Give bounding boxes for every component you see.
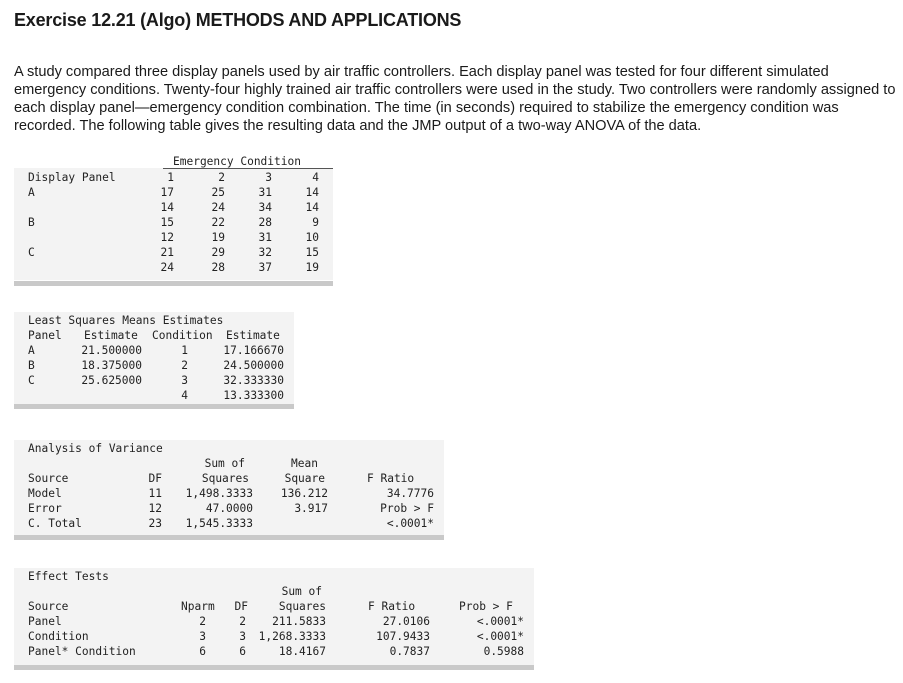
- anova-h-source: Source: [28, 472, 69, 485]
- lsm-condition-label: 2: [181, 359, 188, 372]
- anova-df: 11: [148, 487, 162, 500]
- anova-ms: 3.917: [294, 502, 328, 515]
- display-panel-header: Display Panel: [28, 171, 116, 184]
- data-cell: 34: [258, 201, 272, 214]
- data-cell: 10: [305, 231, 319, 244]
- anova-ss: 47.0000: [205, 502, 253, 515]
- intro-paragraph: A study compared three display panels used by air traffic controllers. Each display panel was tested for four different simulated emergency conditions. Twenty-four highly trained air traffic controllers were used in the study. Two controllers were randomly assigned to each display panel—emergency condition combination. The time (in seconds) required to stabilize the emergency condition was recorded. The following table gives the resulting data and the JMP output of a two-way ANOVA of the data.: [14, 64, 896, 134]
- effects-h-df: DF: [234, 600, 248, 613]
- lsm-panel-label: B: [28, 359, 35, 372]
- effects-p: <.0001*: [476, 630, 524, 643]
- col-header-3: 3: [265, 171, 272, 184]
- effects-nparm: 3: [199, 630, 206, 643]
- col-header-2: 2: [218, 171, 225, 184]
- effects-p: 0.5988: [483, 645, 524, 658]
- effects-f: 27.0106: [382, 615, 430, 628]
- data-cell: 24: [160, 261, 174, 274]
- exercise-title: Exercise 12.21 (Algo) METHODS AND APPLICATIONS: [14, 10, 462, 30]
- effects-f: 0.7837: [389, 645, 430, 658]
- effects-df: 2: [239, 615, 246, 628]
- lsm-panel-estimate: 25.625000: [81, 374, 142, 387]
- lsm-header-estimate-panel: Estimate: [84, 329, 138, 342]
- effects-h-source: Source: [28, 600, 69, 613]
- data-cell: 9: [312, 216, 319, 229]
- anova-h-ms2: Square: [284, 472, 325, 485]
- effects-p: <.0001*: [476, 615, 524, 628]
- anova-h-ss1: Sum of: [204, 457, 245, 470]
- anova-df: 23: [148, 517, 162, 530]
- panel-label-b: B: [28, 216, 35, 229]
- effects-title: Effect Tests: [28, 570, 109, 583]
- anova-source: Error: [28, 502, 62, 515]
- effects-ss: 18.4167: [278, 645, 326, 658]
- anova-df: 12: [148, 502, 162, 515]
- anova-h-df: DF: [148, 472, 162, 485]
- data-cell: 19: [305, 261, 319, 274]
- data-cell: 24: [211, 201, 225, 214]
- effects-df: 6: [239, 645, 246, 658]
- data-cell: 28: [211, 261, 225, 274]
- anova-ms: 136.212: [280, 487, 328, 500]
- anova-h-ms1: Mean: [291, 457, 318, 470]
- anova-h-f: F Ratio: [367, 472, 415, 485]
- data-cell: 37: [258, 261, 272, 274]
- data-cell: 22: [211, 216, 225, 229]
- effects-h-nparm: Nparm: [181, 600, 215, 613]
- lsm-header-condition: Condition: [152, 329, 213, 342]
- lsm-condition-label: 1: [181, 344, 188, 357]
- data-cell: 19: [211, 231, 225, 244]
- lsm-condition-label: 4: [181, 389, 188, 402]
- effects-h-f: F Ratio: [368, 600, 416, 613]
- data-cell: 28: [258, 216, 272, 229]
- anova-f: 34.7776: [386, 487, 434, 500]
- lsm-panel-label: C: [28, 374, 35, 387]
- effects-nparm: 6: [199, 645, 206, 658]
- lsm-title: Least Squares Means Estimates: [28, 314, 224, 327]
- effects-source: Panel* Condition: [28, 645, 136, 658]
- data-cell: 17: [160, 186, 174, 199]
- effects-ss: 1,268.3333: [258, 630, 326, 643]
- data-cell: 31: [258, 231, 272, 244]
- lsm-condition-estimate: 32.333330: [223, 374, 284, 387]
- anova-h-ss2: Squares: [201, 472, 249, 485]
- emergency-condition-header: Emergency Condition: [173, 155, 301, 168]
- lsm-header-estimate-condition: Estimate: [226, 329, 280, 342]
- data-cell: 14: [305, 186, 319, 199]
- anova-ss: 1,498.3333: [185, 487, 253, 500]
- data-cell: 21: [160, 246, 174, 259]
- data-cell: 31: [258, 186, 272, 199]
- effects-h-ss2: Squares: [278, 600, 326, 613]
- anova-f: Prob > F: [380, 502, 434, 515]
- data-cell: 25: [211, 186, 225, 199]
- anova-ss: 1,545.3333: [185, 517, 253, 530]
- lsm-condition-estimate: 17.166670: [223, 344, 284, 357]
- lsm-panel-estimate: 21.500000: [81, 344, 142, 357]
- anova-source: C. Total: [28, 517, 82, 530]
- effects-nparm: 2: [199, 615, 206, 628]
- effects-ss: 211.5833: [272, 615, 326, 628]
- data-cell: 12: [160, 231, 174, 244]
- data-cell: 14: [305, 201, 319, 214]
- data-cell: 14: [160, 201, 174, 214]
- effects-df: 3: [239, 630, 246, 643]
- anova-source: Model: [28, 487, 62, 500]
- effects-source: Panel: [28, 615, 62, 628]
- effects-h-ss1: Sum of: [281, 585, 322, 598]
- data-cell: 32: [258, 246, 272, 259]
- data-cell: 15: [305, 246, 319, 259]
- panel-label-a: A: [28, 186, 35, 199]
- col-header-4: 4: [312, 171, 319, 184]
- col-header-1: 1: [167, 171, 174, 184]
- data-cell: 29: [211, 246, 225, 259]
- lsm-condition-label: 3: [181, 374, 188, 387]
- data-cell: 15: [160, 216, 174, 229]
- lsm-panel-label: A: [28, 344, 35, 357]
- effects-h-p: Prob > F: [459, 600, 513, 613]
- effects-source: Condition: [28, 630, 89, 643]
- effects-f: 107.9433: [376, 630, 430, 643]
- lsm-condition-estimate: 24.500000: [223, 359, 284, 372]
- lsm-panel-estimate: 18.375000: [81, 359, 142, 372]
- panel-label-c: C: [28, 246, 35, 259]
- lsm-condition-estimate: 13.333300: [223, 389, 284, 402]
- anova-title: Analysis of Variance: [28, 442, 163, 455]
- lsm-header-panel: Panel: [28, 329, 62, 342]
- anova-f: <.0001*: [386, 517, 434, 530]
